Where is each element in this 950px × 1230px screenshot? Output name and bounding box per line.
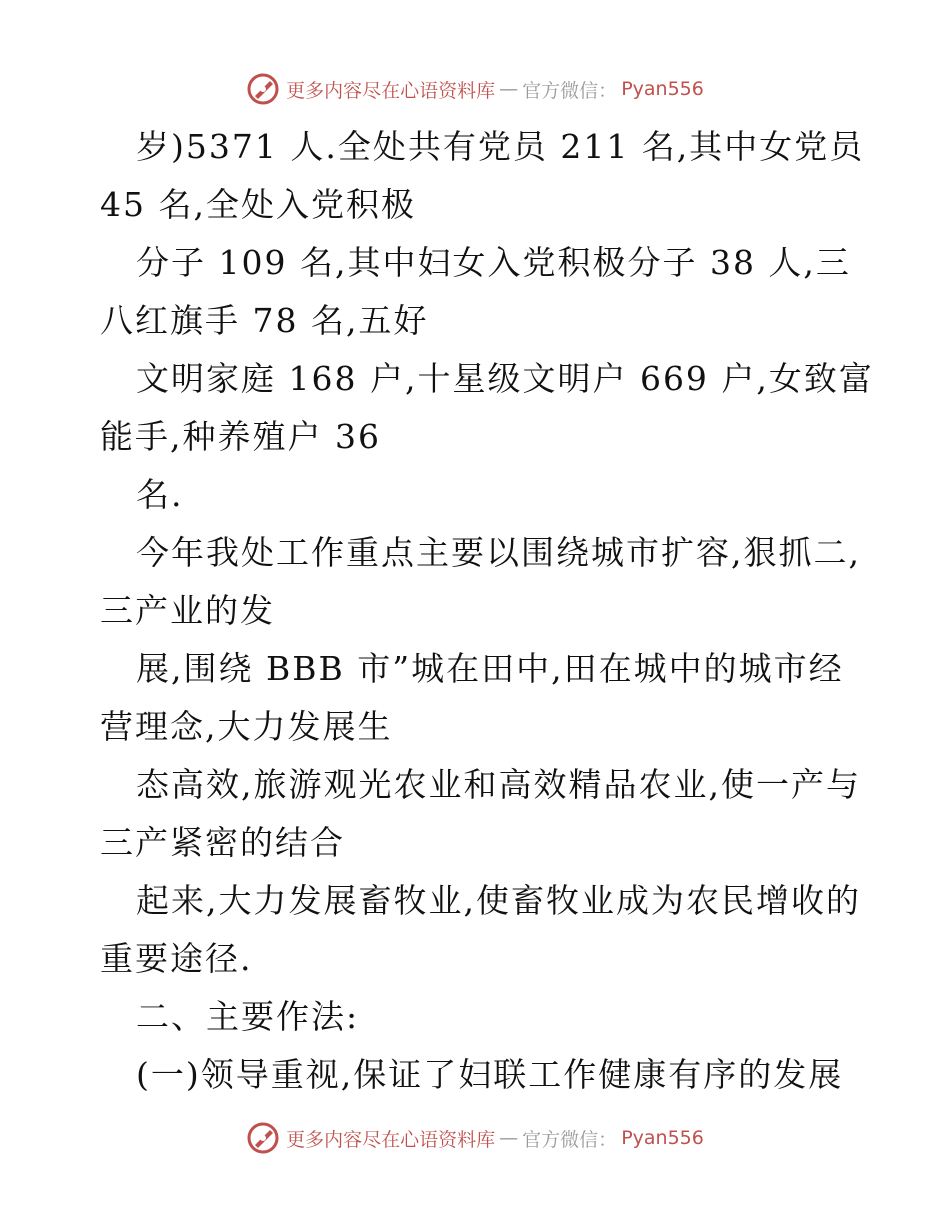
document-body [100, 118, 874, 1104]
text-line: 岁)5371 人.全处共有党员 211 名,其中女党员 [136, 127, 865, 166]
text-line: 分子 109 名,其中妇女入党积极分子 38 人,三 [136, 243, 851, 282]
text-line: 营理念,大力发展生 [100, 707, 393, 746]
text-line: 八红旗手 78 名,五好 [100, 301, 429, 340]
text-line: 起来,大力发展畜牧业,使畜牧业成为农民增收的 [136, 881, 861, 920]
footer-watermark [0, 1121, 950, 1155]
text-line: 文明家庭 168 户,十星级文明户 669 户,女致富 [136, 359, 874, 398]
watermark-separator: — [499, 1127, 519, 1149]
watermark-main-text: 更多内容尽在心语资料库 [286, 1128, 496, 1151]
pen-logo-icon [246, 72, 280, 106]
subsection-heading: (一)领导重视,保证了妇联工作健康有序的发展 [136, 1055, 844, 1094]
watermark-sub-text: 官方微信： [522, 79, 618, 102]
pen-logo-icon [246, 1121, 280, 1155]
text-line: 态高效,旅游观光农业和高效精品农业,使一产与 [136, 765, 861, 804]
section-heading: 二、主要作法: [136, 997, 360, 1036]
text-line: 三产业的发 [100, 591, 275, 630]
watermark-main-text: 更多内容尽在心语资料库 [286, 79, 496, 102]
text-line: 展,围绕 BBB 市”城在田中,田在城中的城市经 [136, 649, 844, 688]
header-watermark [0, 72, 950, 106]
text-line: 名. [136, 475, 184, 514]
watermark-separator: — [499, 78, 519, 100]
watermark-sub-text: 官方微信： [522, 1128, 618, 1151]
watermark-id: Pyan556 [621, 78, 704, 100]
text-line: 三产紧密的结合 [100, 823, 345, 862]
watermark-id: Pyan556 [621, 1127, 704, 1149]
text-line: 今年我处工作重点主要以围绕城市扩容,狠抓二, [136, 533, 861, 572]
text-line: 能手,种养殖户 36 [100, 417, 381, 456]
text-line: 重要途径. [100, 939, 253, 978]
text-line: 45 名,全处入党积极 [100, 185, 416, 224]
